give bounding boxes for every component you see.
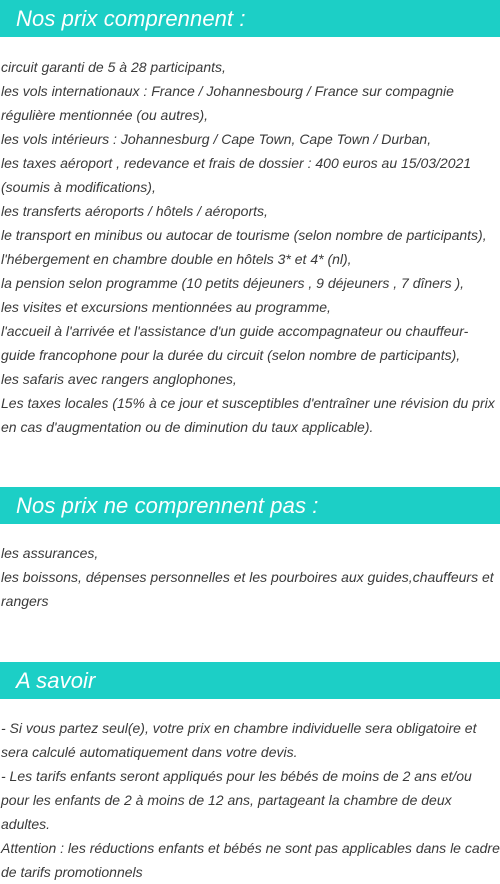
list-item: la pension selon programme (10 petits déjeuners , 9 déjeuners , 7 dîners ),	[1, 275, 465, 291]
section-title-not-included: Nos prix ne comprennent pas :	[0, 487, 500, 524]
section-title-included: Nos prix comprennent :	[0, 0, 500, 37]
included-list	[0, 55, 500, 439]
list-item: les safaris avec rangers anglophones,	[1, 371, 237, 387]
list-item: les taxes aéroport , redevance et frais de dossier : 400 euros au 15/03/2021 (soumis à modifications),	[1, 155, 472, 195]
list-item: les transferts aéroports / hôtels / aéroports,	[1, 203, 268, 219]
list-item: le transport en minibus ou autocar de tourisme (selon nombre de participants),	[1, 227, 487, 243]
section-title-a-savoir: A savoir	[0, 662, 500, 699]
list-item: circuit garanti de 5 à 28 participants,	[1, 59, 226, 75]
list-item: - Si vous partez seul(e), votre prix en chambre individuelle sera obligatoire et sera calculé automatiquement dans votre devis.	[1, 720, 477, 760]
list-item: Les taxes locales (15% à ce jour et susceptibles d'entraîner une révision du prix en cas d'augmentation ou de diminution du taux applicable).	[1, 395, 495, 435]
list-item: l'accueil à l'arrivée et l'assistance d'un guide accompagnateur ou chauffeur-guide francophone pour la durée du circuit (selon nombre de participants),	[1, 323, 469, 363]
list-item: l'hébergement en chambre double en hôtels 3* et 4* (nl),	[1, 251, 352, 267]
list-item: les visites et excursions mentionnées au programme,	[1, 299, 331, 315]
list-item: les boissons, dépenses personnelles et les pourboires aux guides,chauffeurs et rangers	[1, 569, 494, 609]
list-item: les vols intérieurs : Johannesburg / Cape Town, Cape Town / Durban,	[1, 131, 432, 147]
list-item: les assurances,	[1, 545, 99, 561]
not-included-list	[0, 541, 500, 613]
list-item: - Les tarifs enfants seront appliqués pour les bébés de moins de 2 ans et/ou pour les enfants de 2 à moins de 12 ans, partageant la chambre de deux adultes.	[1, 768, 472, 832]
list-item: les vols internationaux : France / Johannesbourg / France sur compagnie régulière mentionnée (ou autres),	[1, 83, 454, 123]
list-item: Attention : les réductions enfants et bébés ne sont pas applicables dans le cadre de tarifs promotionnels	[1, 840, 500, 880]
